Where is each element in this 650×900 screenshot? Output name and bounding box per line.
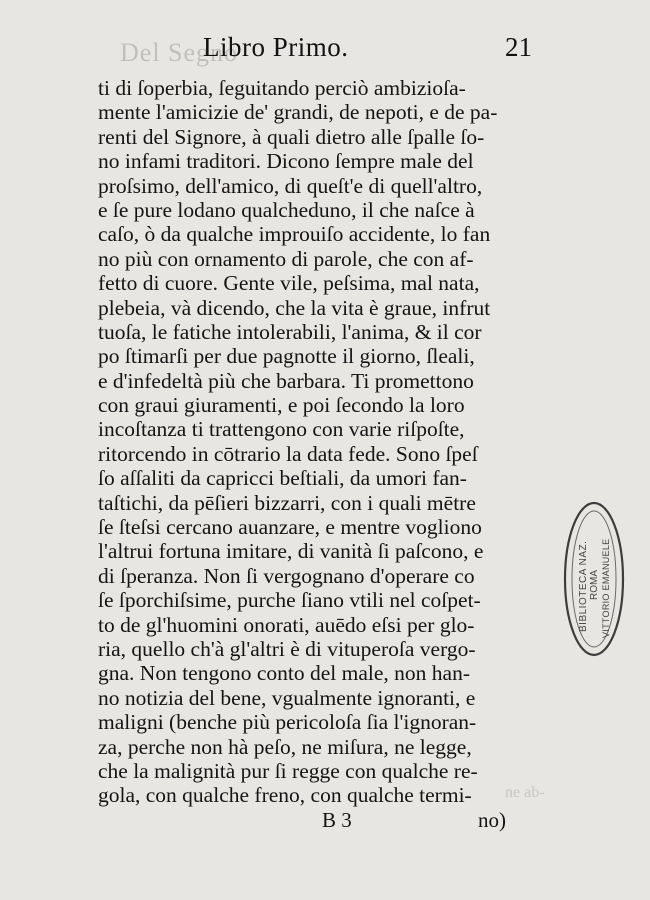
text-line: caſo, ò da qualche improuiſo accidente, lo fan [98, 222, 491, 247]
text-line: renti del Signore, à quali dietro alle ſpalle ſo- [98, 124, 485, 149]
text-line: plebeia, và dicendo, che la vita è graue, infrut [98, 295, 491, 320]
text-line: ria, quello ch'à gl'altri è di vituperoſa vergo- [98, 636, 476, 661]
text-line: taſtichi, da pēſieri bizzarri, con i quali mētre [98, 490, 476, 515]
text-line: gna. Non tengono conto del male, non han- [98, 661, 470, 686]
text-line: maligni (benche più pericoloſa ſia l'ignoran- [98, 710, 477, 735]
text-line: mente l'amicizie de' grandi, de nepoti, e de pa- [98, 100, 498, 125]
text-line: gola, con qualche freno, con qualche termi- [98, 783, 472, 808]
svg-text:ROMA: ROMA [589, 570, 600, 600]
text-line: ritorcendo in cōtrario la data fede. Sono ſpeſ [98, 441, 478, 466]
text-line: fetto di cuore. Gente vile, peſsima, mal nata, [98, 271, 480, 296]
text-line: po ſtimarſi per due pagnotte il giorno, ſleali, [98, 344, 475, 369]
text-line: no infami traditori. Dicono ſempre male del [98, 149, 474, 174]
signature-mark: B 3 [322, 808, 352, 832]
text-line: l'altrui fortuna imitare, di vanità ſi paſcono, e [98, 539, 484, 564]
running-title: Libro Primo. [203, 32, 349, 62]
bleed-through-text: Del Segno [120, 38, 239, 67]
page-number: 21 [505, 32, 532, 62]
text-line: e d'infedeltà più che barbara. Ti promettono [98, 368, 474, 393]
text-line: ſe ſporchiſsime, purche ſiano vtili nel coſpet- [98, 588, 481, 613]
text-line: con graui giuramenti, e poi ſecondo la loro [98, 393, 465, 418]
text-line: proſsimo, dell'amico, di queſt'e di quell'altro, [98, 173, 483, 198]
text-line: tuoſa, le fatiche intolerabili, l'anima, & il cor [98, 319, 482, 344]
text-line: ſe ſteſsi cercano auanzare, e mentre vogliono [98, 515, 482, 540]
text-line: che la malignità pur ſi regge con qualche re- [98, 758, 478, 783]
svg-text:VITTORIO EMANUELE: VITTORIO EMANUELE [601, 538, 611, 638]
text-line: no più con ornamento di parole, che con af- [98, 246, 474, 271]
text-line: di ſperanza. Non ſi vergognano d'operare co [98, 563, 475, 588]
svg-text:BIBLIOTECA NAZ.: BIBLIOTECA NAZ. [578, 540, 589, 632]
text-line: ſo aſſaliti da capricci beſtiali, da umori fan- [98, 466, 467, 491]
text-line: incoſtanza ti trattengono con varie riſpoſte, [98, 417, 465, 442]
body-text [98, 76, 550, 808]
page-header [0, 30, 650, 70]
bleed-through-catchword: ne ab- [505, 784, 545, 801]
library-stamp [562, 500, 626, 658]
text-line: no notizia del bene, vgualmente ignoranti, e [98, 685, 476, 710]
text-line: to de gl'huomini onorati, auēdo eſsi per glo- [98, 612, 475, 637]
text-line: za, perche non hà peſo, ne miſura, ne legge, [98, 734, 472, 759]
text-line: e ſe pure lodano qualcheduno, il che naſce à [98, 197, 475, 222]
catchword: no) [478, 808, 506, 832]
page-footer [0, 808, 650, 838]
text-line: ti di ſoperbia, ſeguitando perciò ambizioſa- [98, 76, 466, 100]
